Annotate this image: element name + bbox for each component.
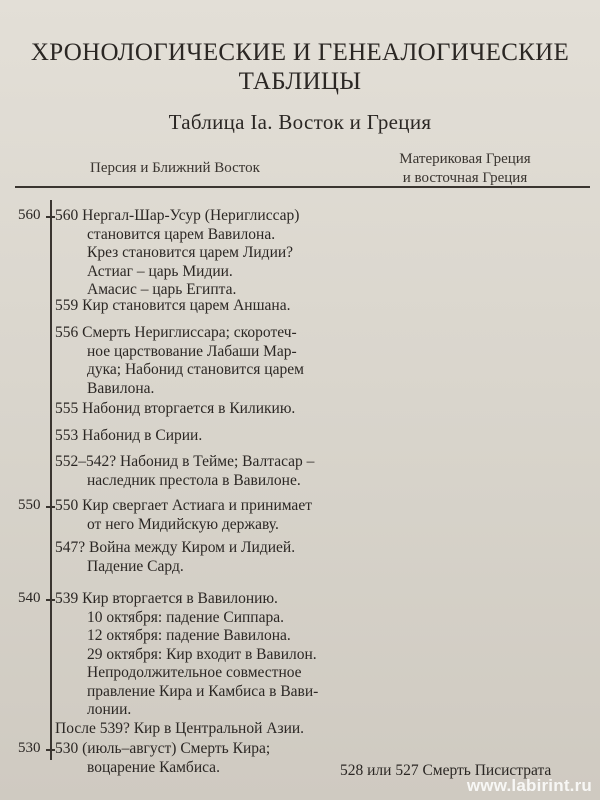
header-rule [15, 186, 590, 188]
entry-line: лонии. [87, 701, 132, 718]
entry-line: 553 Набонид в Сирии. [55, 427, 203, 444]
entry-line: 530 (июль–август) Смерть Кира; [55, 740, 271, 757]
entry-line: дука; Набонид становится царем [87, 361, 304, 378]
entry-line: 552–542? Набонид в Тейме; Валтасар – [55, 453, 315, 470]
year-marker-540: 540 [18, 590, 41, 606]
entry-line: воцарение Камбиса. [87, 758, 220, 776]
chronology-entry [55, 740, 365, 777]
chronology-entry [55, 453, 365, 490]
column-header-left: Персия и Ближний Восток [90, 160, 260, 176]
column-header-right-line-2: и восточная Греция [402, 170, 528, 186]
year-tick [46, 216, 55, 218]
entry-line: 10 октября: падение Сиппара. [87, 608, 284, 626]
chronology-entry [55, 400, 365, 419]
entry-line: наследник престола в Вавилоне. [87, 471, 301, 489]
entry-line: 555 Набонид вторгается в Киликию. [55, 400, 296, 417]
year-tick [46, 506, 55, 508]
entry-line: 539 Кир вторгается в Вавилонию. [55, 590, 278, 607]
entry-line: Непродолжительное совместное [87, 664, 302, 681]
entry-line: 559 Кир становится царем Аншана. [55, 297, 291, 314]
timeline-axis [50, 200, 52, 760]
entry-line: от него Мидийскую державу. [87, 515, 279, 533]
entry-line: ное царствование Лабаши Мар- [87, 342, 297, 360]
entry-line: становится царем Вавилона. [87, 225, 276, 243]
entry-line: Падение Сард. [87, 557, 184, 575]
column-header-right-line-1: Материковая Греция [399, 151, 531, 167]
year-tick [46, 599, 55, 601]
entry-line: 29 октября: Кир входит в Вавилон. [87, 645, 317, 663]
chronology-entry [55, 297, 365, 316]
entry-line: 12 октября: падение Вавилона. [87, 627, 291, 644]
entry-line: Крез становится царем Лидии? [87, 244, 294, 261]
entry-line: 560 Нергал-Шар-Усур (Нериглиссар) [55, 207, 300, 224]
entry-line: После 539? Кир в Центральной Азии. [55, 719, 305, 737]
entry-line: 550 Кир свергает Астиага и принимает [55, 497, 312, 514]
entry-line: Вавилона. [87, 379, 155, 397]
year-marker-550: 550 [18, 497, 41, 513]
year-marker-530: 530 [18, 740, 41, 756]
entry-line: 547? Война между Киром и Лидией. [55, 539, 296, 556]
title-line-1: ХРОНОЛОГИЧЕСКИЕ И ГЕНЕАЛОГИЧЕСКИЕ [30, 39, 570, 66]
chronology-entry [55, 427, 365, 446]
chronology-entry [55, 497, 365, 534]
entry-line: Астиаг – царь Мидии. [87, 262, 233, 280]
chronology-entry [55, 539, 365, 576]
table-subtitle: Таблица Iа. Восток и Греция [168, 110, 432, 134]
entry-line: 556 Смерть Нериглиссара; скоротеч- [55, 324, 297, 341]
title-line-2: ТАБЛИЦЫ [238, 68, 362, 95]
year-tick [46, 749, 55, 751]
chronology-entry [55, 324, 365, 398]
entry-line: Амасис – царь Египта. [87, 281, 237, 298]
entry-line: правление Кира и Камбиса в Вави- [87, 682, 319, 700]
column-header-right [375, 150, 555, 188]
greece-entry: 528 или 527 Смерть Писистрата [340, 762, 552, 779]
watermark: www.labirint.ru [466, 776, 592, 795]
chronology-entry [55, 590, 365, 738]
page-title [0, 38, 600, 96]
chronology-entry [55, 207, 365, 300]
year-marker-560: 560 [18, 207, 41, 223]
